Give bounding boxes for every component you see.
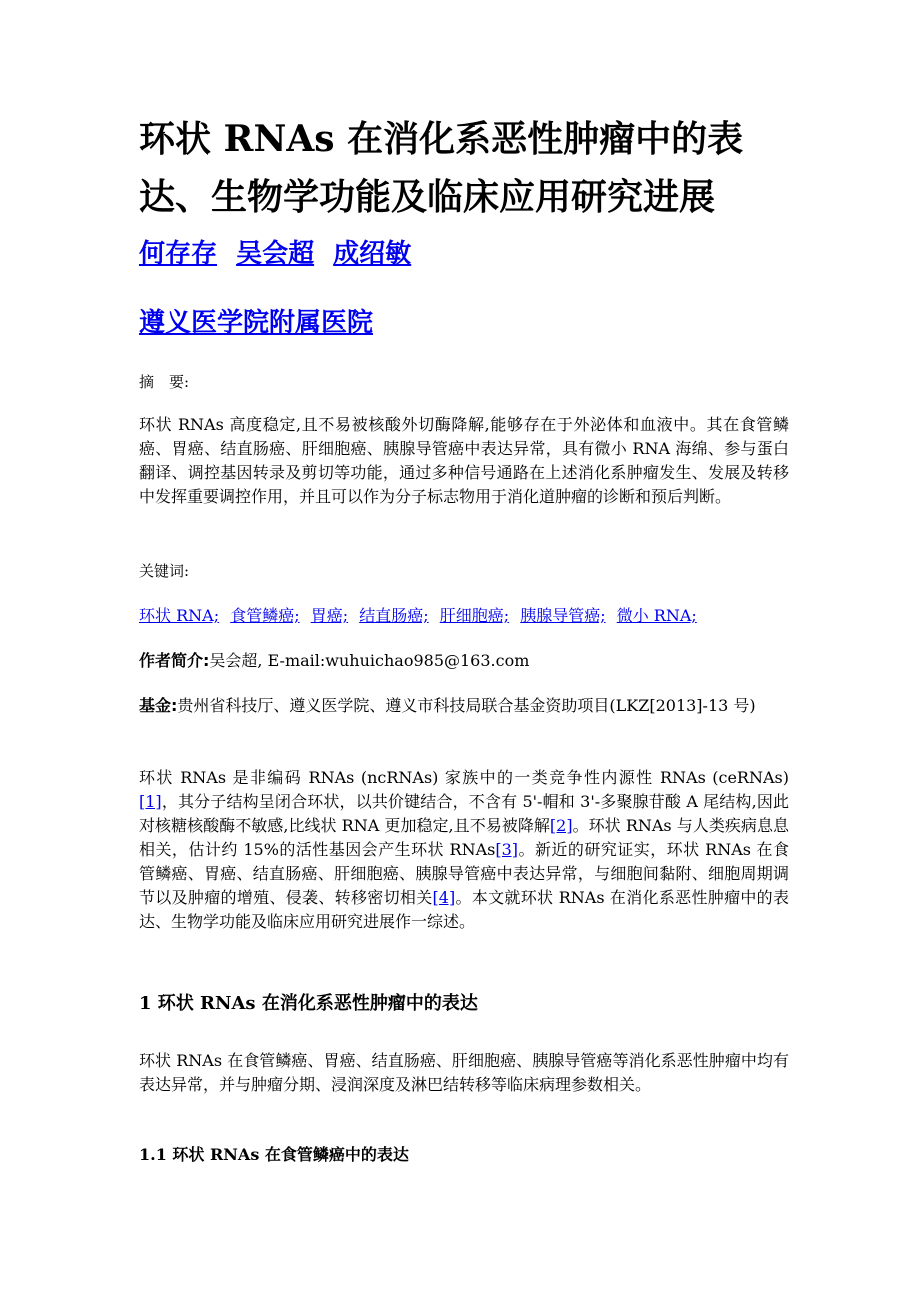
citation-link[interactable]: [2] xyxy=(549,816,573,835)
intro-text: 环状 RNAs 是非编码 RNAs (ncRNAs) 家族中的一类竞争性内源性 RNAs (ceRNAs) xyxy=(139,768,789,787)
subsection-heading: 1.1 环状 RNAs 在食管鳞癌中的表达 xyxy=(139,1145,409,1164)
author-info-text: 吴会超, E-mail:wuhuichao985@163.com xyxy=(209,651,530,670)
article-title: 环状 RNAs 在消化系恶性肿瘤中的表达、生物学功能及临床应用研究进展 xyxy=(139,118,744,218)
author-link[interactable]: 吴会超 xyxy=(236,239,315,269)
keyword-link[interactable]: 胰腺导管癌; xyxy=(520,606,606,625)
funding-info xyxy=(139,694,789,718)
keyword-link[interactable]: 环状 RNA; xyxy=(139,606,220,625)
citation-link[interactable]: [1] xyxy=(139,792,162,811)
funding-label: 基金: xyxy=(139,696,178,715)
keyword-list xyxy=(139,604,703,628)
citation-link[interactable]: [4] xyxy=(432,888,456,907)
author-info xyxy=(139,649,789,673)
intro-text: ，其分子结构呈闭合环状，以共价键结合，不含有 5'-帽和 3'-多聚腺苷酸 A 尾结构,因此对核糖核酸酶不敏感,比线状 RNA 更加稳定,且不易被降解 xyxy=(139,792,789,835)
citation-link[interactable]: [3] xyxy=(495,840,519,859)
keyword-link[interactable]: 胃癌; xyxy=(310,606,349,625)
author-list xyxy=(139,234,421,274)
author-info-label: 作者简介: xyxy=(139,651,210,670)
section-paragraph: 环状 RNAs 在食管鳞癌、胃癌、结直肠癌、肝细胞癌、胰腺导管癌等消化系恶性肿瘤中均有表达异常，并与肿瘤分期、浸润深度及淋巴结转移等临床病理参数相关。 xyxy=(139,1051,789,1094)
keyword-link[interactable]: 微小 RNA; xyxy=(616,606,697,625)
intro-text: 。新近的研究证实，环状 RNAs 在食管鳞癌、胃癌、结直肠癌、肝细胞癌、胰腺导管癌中表达异常，与细胞间黏附、细胞周期调节以及肿瘤的增殖、侵袭、转移密切相关 xyxy=(139,840,789,907)
funding-text: 贵州省科技厅、遵义医学院、遵义市科技局联合基金资助项目(LKZ[2013]-13 号) xyxy=(177,696,756,715)
intro-text: 。环状 RNAs 与人类疾病息息相关，估计约 15%的活性基因会产生环状 RNAs xyxy=(139,816,789,859)
abstract-label: 摘 要: xyxy=(139,373,190,391)
keywords-label: 关键词: xyxy=(139,562,190,580)
keyword-link[interactable]: 结直肠癌; xyxy=(359,606,429,625)
intro-text: 。本文就环状 RNAs 在消化系恶性肿瘤中的表达、生物学功能及临床应用研究进展作一综述。 xyxy=(139,888,789,931)
author-link[interactable]: 何存存 xyxy=(139,239,218,269)
author-link[interactable]: 成绍敏 xyxy=(333,239,412,269)
keyword-link[interactable]: 食管鳞癌; xyxy=(230,606,300,625)
affiliation-link[interactable]: 遵义医学院附属医院 xyxy=(139,308,374,338)
intro-paragraph xyxy=(139,766,789,934)
keyword-link[interactable]: 肝细胞癌; xyxy=(439,606,510,625)
abstract-text: 环状 RNAs 高度稳定,且不易被核酸外切酶降解,能够存在于外泌体和血液中。其在食管鳞癌、胃癌、结直肠癌、肝细胞癌、胰腺导管癌中表达异常，具有微小 RNA 海绵、参与蛋白翻译、调控基因转录及剪切等功能，通过多种信号通路在上述消化系肿瘤发生、发展及转移中发挥重要调控作用，并且可以作为分子标志物用于消化道肿瘤的诊断和预后判断。 xyxy=(139,415,789,506)
section-heading: 1 环状 RNAs 在消化系恶性肿瘤中的表达 xyxy=(139,993,478,1014)
